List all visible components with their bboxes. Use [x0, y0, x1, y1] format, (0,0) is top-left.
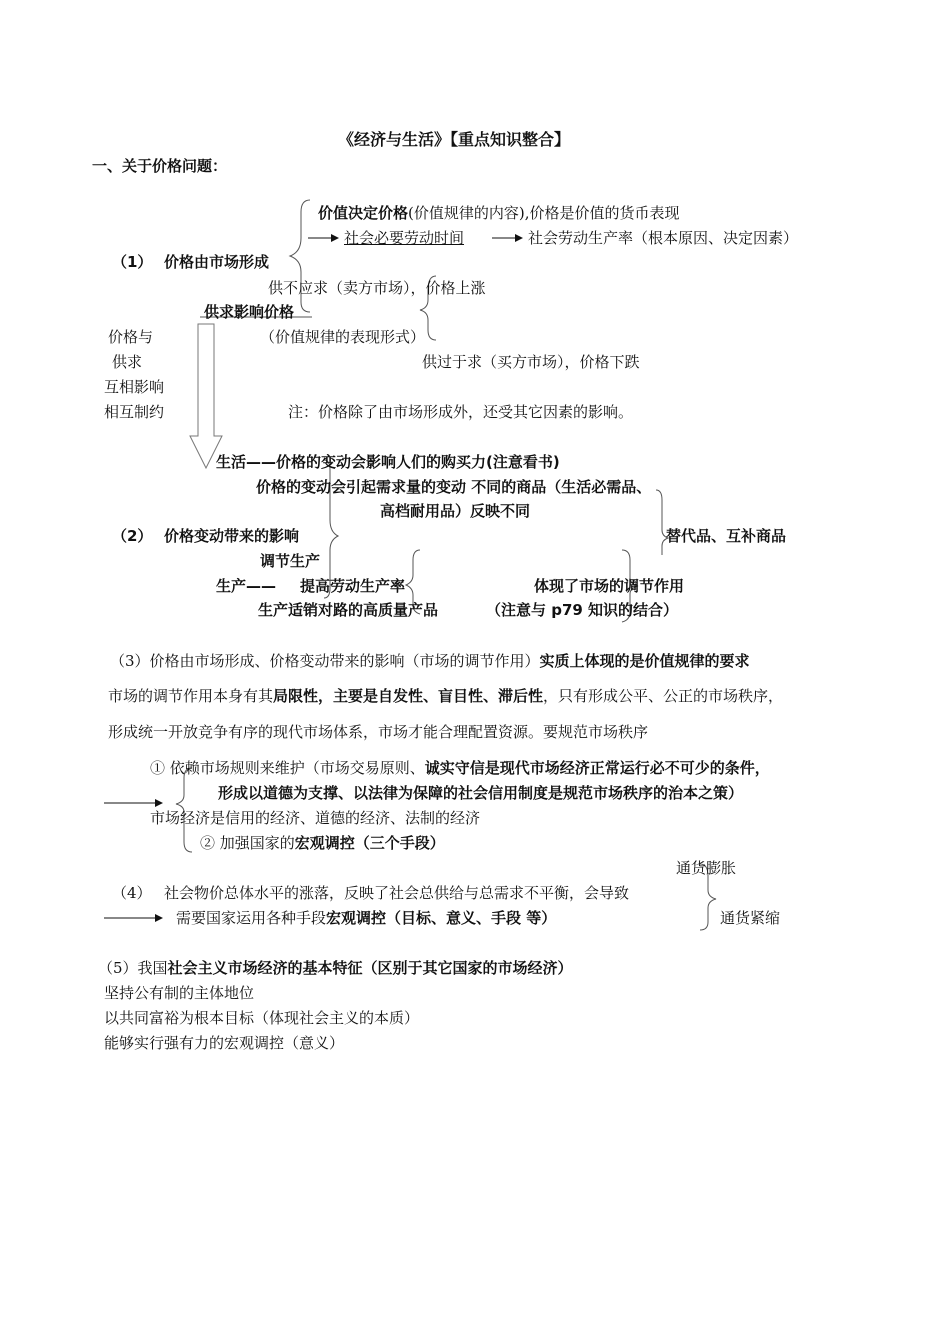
- price-note: 注：价格除了由市场形成外，还受其它因素的影响。: [288, 403, 634, 421]
- demand-line-1: 价格的变动会引起需求量的变动 不同的商品（生活必需品、: [256, 478, 652, 496]
- mutual-line: 互相影响: [104, 378, 165, 396]
- productivity: 社会劳动生产率（根本原因、决定因素）: [528, 229, 799, 247]
- part3-line2-c: ，只有形成公平、公正的市场秩序，: [543, 687, 784, 705]
- mutual-line: 供求: [112, 353, 143, 371]
- need-bold: 宏观调控（目标、意义、手段 等）: [326, 909, 557, 927]
- part3-line1-bold: 实质上体现的是价值规律的要求: [539, 652, 750, 670]
- item1-continued: 形成以道德为支撑、以法律为保障的社会信用制度是规范市场秩序的治本之策）: [218, 784, 744, 802]
- part3-line2-a: 市场的调节作用本身有其: [108, 687, 274, 705]
- law-form: （价值规律的表现形式）: [260, 328, 426, 346]
- item2-plain: ② 加强国家的: [200, 834, 295, 852]
- part3-line1: [110, 651, 750, 671]
- supply-excess: 供过于求（买方市场），价格下跌: [422, 353, 640, 371]
- part3-line3: 形成统一开放竞争有序的现代市场体系，市场才能合理配置资源。要规范市场秩序: [108, 723, 649, 741]
- item1-bold: 诚实守信是现代市场经济正常运行必不可少的条件，: [424, 759, 770, 777]
- mutual-line: 价格与: [108, 328, 154, 346]
- production-label: 生产——: [216, 577, 277, 595]
- feature-item: 以共同富裕为根本目标（体现社会主义的本质）: [104, 1009, 420, 1027]
- feature-item: 能够实行强有力的宏观调控（意义）: [104, 1034, 345, 1052]
- part5-heading-plain: （5）我国: [98, 959, 168, 977]
- deflation: 通货紧缩: [720, 909, 781, 927]
- mutual-line: 相互制约: [104, 403, 165, 421]
- part5-heading-bold: 社会主义市场经济的基本特征（区别于其它国家的市场经济）: [167, 959, 573, 977]
- life-effect: 生活——价格的变动会影响人们的购买力(注意看书): [216, 453, 560, 471]
- need-plain: 需要国家运用各种手段: [176, 909, 327, 927]
- part4-label: （4）: [112, 884, 152, 902]
- part5-heading: [98, 958, 573, 978]
- part2-label: （2）: [112, 527, 153, 545]
- part4-text: 社会物价总体水平的涨落，反映了社会总供给与总需求不平衡，会导致: [164, 884, 630, 902]
- part3-line1-plain: （3）价格由市场形成、价格变动带来的影响（市场的调节作用）: [110, 652, 540, 670]
- efficiency: 提高劳动生产率: [300, 577, 406, 595]
- item1-plain: ① 依赖市场规则来维护（市场交易原则、: [150, 759, 425, 777]
- page-title: 《经济与生活》【重点知识整合】: [338, 130, 571, 149]
- part3-line2-b: 局限性，主要是自发性、盲目性、滞后性: [273, 687, 544, 705]
- part1-label: （1）: [112, 253, 153, 271]
- section-heading: 一、关于价格问题：: [92, 157, 228, 175]
- inflation: 通货膨胀: [676, 859, 737, 877]
- supply-demand: 供求影响价格: [204, 303, 295, 321]
- p79-note: （注意与 p79 知识的结合）: [486, 601, 679, 619]
- substitutes: 替代品、互补商品: [666, 527, 787, 545]
- part4-need: [176, 908, 556, 928]
- part2-topic: 价格变动带来的影响: [164, 527, 300, 545]
- item2-bold: 宏观调控（三个手段）: [294, 834, 445, 852]
- part1-topic: 价格由市场形成: [164, 253, 270, 271]
- market-rules-item: [150, 758, 770, 778]
- value-line-bold: 价值决定价格: [318, 204, 409, 222]
- value-line: [318, 203, 680, 223]
- demand-line-2: 高档耐用品）反映不同: [380, 502, 531, 520]
- supply-short: 供不应求（卖方市场），价格上涨: [268, 279, 486, 297]
- value-line-rest: (价值规律的内容),价格是价值的货币表现: [408, 204, 680, 222]
- feature-item: 坚持公有制的主体地位: [104, 984, 255, 1002]
- quality-products: 生产适销对路的高质量产品: [258, 601, 439, 619]
- regulate-production: 调节生产: [260, 552, 321, 570]
- credit-economy: 市场经济是信用的经济、道德的经济、法制的经济: [150, 809, 481, 827]
- market-role: 体现了市场的调节作用: [534, 577, 685, 595]
- macro-control-item: [200, 833, 445, 853]
- labor-time: 社会必要劳动时间: [344, 229, 465, 247]
- part3-line2: [108, 686, 783, 706]
